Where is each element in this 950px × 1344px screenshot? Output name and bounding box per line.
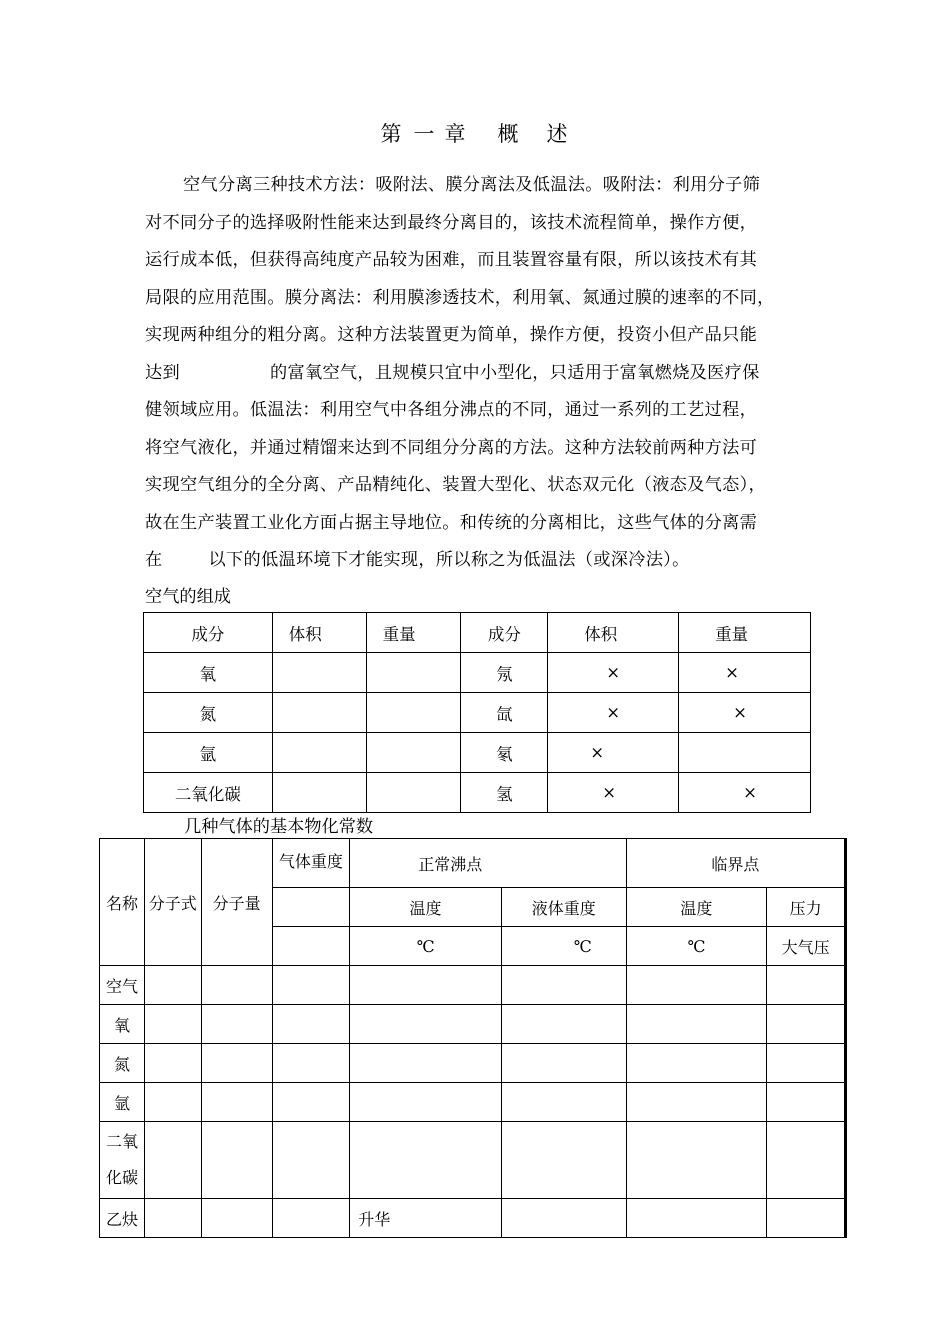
paragraph-line: 实现空气组分的全分离、产品精纯化、装置大型化、状态双元化（液态及气态）， [145, 475, 766, 495]
page-title: 第 一 章 概 述 [380, 122, 570, 146]
header-cell: 临界点 [626, 839, 845, 888]
table-row: 氮 [100, 1044, 846, 1083]
header-cell: 温度 [350, 888, 502, 927]
table-row: 氩 氡 × [144, 733, 811, 773]
header-cell: 气体重度 [272, 839, 350, 888]
header-cell: 分子式 [144, 839, 201, 966]
header-cell: 成分 [461, 613, 548, 653]
table-header-row [144, 613, 811, 653]
table2-caption: 几种气体的基本物化常数 [184, 817, 374, 837]
table-header-row [100, 839, 846, 888]
unit-cell: ℃ [501, 927, 626, 966]
header-cell: 名称 [100, 839, 145, 966]
table-row: 二氧化碳 氢 × × [144, 773, 811, 813]
paragraph-line: 空气分离三种技术方法：吸附法、膜分离法及低温法。吸附法：利用分子筛 [183, 175, 761, 195]
paragraph-line: 局限的应用范围。膜分离法：利用膜渗透技术，利用氧、氮通过膜的速率的不同， [145, 288, 775, 308]
gas-constants-table [99, 838, 847, 1238]
paragraph-line: 对不同分子的选择吸附性能来达到最终分离目的，该技术流程简单，操作方便， [145, 213, 758, 233]
table-row: 二氧 化碳 [100, 1122, 846, 1199]
paragraph-line: 达到 的富氧空气，且规模只宜中小型化，只适用于富氧燃烧及医疗保 [145, 363, 760, 383]
table1-caption: 空气的组成 [145, 587, 231, 607]
table-row: 氩 [100, 1083, 846, 1122]
unit-cell: ℃ [626, 927, 767, 966]
paragraph-line: 实现两种组分的粗分离。这种方法装置更为简单，操作方便，投资小但产品只能 [145, 325, 758, 345]
header-cell: 体积 [272, 613, 366, 653]
paragraph-line: 故在生产装置工业化方面占据主导地位。和传统的分离相比，这些气体的分离需 [145, 513, 758, 533]
unit-cell: ℃ [350, 927, 502, 966]
table-row: 氮 氙 × × [144, 693, 811, 733]
paragraph-line: 将空气液化，并通过精馏来达到不同组分分离的方法。这种方法较前两种方法可 [145, 438, 758, 458]
table-row: 空气 [100, 966, 846, 1005]
header-cell: 成分 [144, 613, 273, 653]
header-cell: 体积 [548, 613, 679, 653]
table-row: 氧 [100, 1005, 846, 1044]
paragraph-line: 健领域应用。低温法：利用空气中各组分沸点的不同，通过一系列的工艺过程， [145, 400, 758, 420]
table-row: 氧 氖 × × [144, 653, 811, 693]
header-cell: 正常沸点 [350, 839, 626, 888]
header-cell: 液体重度 [501, 888, 626, 927]
air-composition-table [143, 612, 811, 813]
header-cell: 温度 [626, 888, 767, 927]
header-cell: 分子量 [201, 839, 272, 966]
unit-cell: 大气压 [767, 927, 846, 966]
header-cell: 重量 [679, 613, 811, 653]
paragraph-line: 在 以下的低温环境下才能实现，所以称之为低温法（或深冷法）。 [145, 550, 690, 570]
paragraph-line: 运行成本低，但获得高纯度产品较为困难，而且装置容量有限，所以该技术有其 [145, 250, 758, 270]
header-cell: 压力 [767, 888, 846, 927]
table-row: 乙炔 升华 [100, 1199, 846, 1238]
header-cell: 重量 [366, 613, 461, 653]
